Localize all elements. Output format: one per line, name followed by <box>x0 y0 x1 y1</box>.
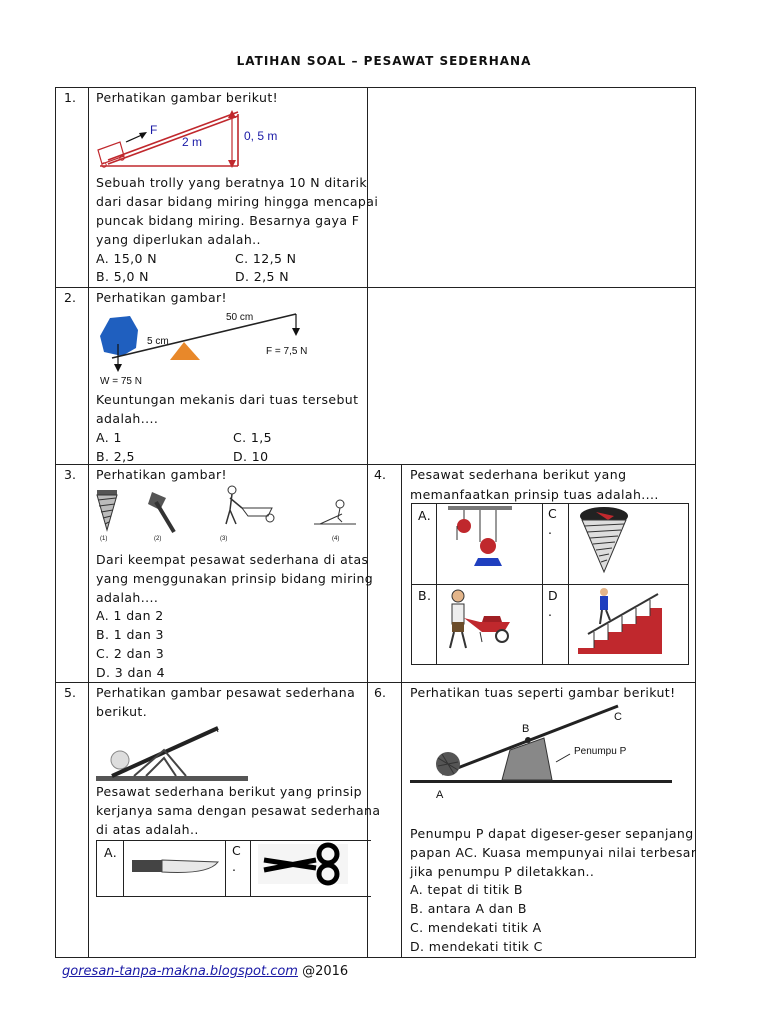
force-label: F = 7,5 N <box>266 346 308 357</box>
question-text-line: Perhatikan gambar pesawat sederhana <box>96 685 356 700</box>
axe-icon <box>148 492 174 532</box>
question-prompt: Perhatikan gambar berikut! <box>96 90 279 105</box>
pivot-label: Penumpu P <box>574 746 627 757</box>
figure-label: (3) <box>220 536 228 542</box>
question-text-line: puncak bidang miring. Besarnya gaya F <box>96 213 360 228</box>
option-c-label[interactable]: C <box>232 843 242 858</box>
question-prompt: Perhatikan gambar! <box>96 290 227 305</box>
option-b[interactable]: B. 1 dan 3 <box>96 627 164 642</box>
screw-icon <box>97 490 117 530</box>
question-text-line: yang diperlukan adalah.. <box>96 232 261 247</box>
question-text-line: Penumpu P dapat digeser-geser sepanjang <box>410 826 694 841</box>
short-arm-label: 5 cm <box>147 336 169 347</box>
question-number: 6. <box>374 685 386 700</box>
fulcrum-icon <box>170 342 200 360</box>
question-text-line: berikut. <box>96 704 148 719</box>
force-label: F <box>150 123 158 137</box>
footer <box>62 964 348 979</box>
option-c[interactable]: C. 2 dan 3 <box>96 646 165 661</box>
question-text-line: di atas adalah.. <box>96 822 199 837</box>
question-prompt: Perhatikan gambar! <box>96 467 227 482</box>
option-d[interactable]: D. 3 dan 4 <box>96 665 165 680</box>
option-a-label[interactable]: A. <box>104 845 118 860</box>
option-d-label[interactable]: D <box>548 588 559 603</box>
knife-icon <box>128 850 222 886</box>
lever-figure <box>408 702 692 802</box>
screw-icon <box>574 506 634 578</box>
scissors-icon <box>256 842 350 886</box>
question-prompt: Perhatikan tuas seperti gambar berikut! <box>410 685 676 700</box>
option-a-label[interactable]: A. <box>418 508 432 523</box>
point-b-label: B <box>522 723 530 735</box>
question-text-line: dari dasar bidang miring hingga mencapai <box>96 194 379 209</box>
lever-figure <box>92 306 332 392</box>
question-text-line: Sebuah trolly yang beratnya 10 N ditarik <box>96 175 367 190</box>
rock-icon <box>100 316 138 356</box>
option-c-label[interactable]: C <box>548 506 558 521</box>
question-number: 3. <box>64 467 76 482</box>
option-c[interactable]: C. 12,5 N <box>235 251 297 266</box>
option-c[interactable]: C. mendekati titik A <box>410 920 542 935</box>
length-label: 2 m <box>182 135 203 149</box>
option-d[interactable]: D. mendekati titik C <box>410 939 543 954</box>
option-b-label[interactable]: B. <box>418 588 432 603</box>
option-a[interactable]: A. 1 dan 2 <box>96 608 164 623</box>
question-number: 4. <box>374 467 386 482</box>
inclined-plane-figure <box>92 108 292 172</box>
question-text-line: adalah.... <box>96 411 159 426</box>
figure-label: (1) <box>100 536 108 542</box>
wheelbarrow-person-icon <box>226 486 274 524</box>
option-d[interactable]: D. 2,5 N <box>235 269 289 284</box>
page-title: LATIHAN SOAL – PESAWAT SEDERHANA <box>236 54 532 68</box>
option-b[interactable]: B. 5,0 N <box>96 269 149 284</box>
option-d[interactable]: D. 10 <box>233 449 269 464</box>
option-c-label-dot: . <box>548 522 553 537</box>
ramp-icon <box>314 500 356 524</box>
seesaw-figure <box>94 718 274 784</box>
option-d-label-dot: . <box>548 604 553 619</box>
question-number: 1. <box>64 90 76 105</box>
wheelbarrow-icon <box>440 588 538 660</box>
figure-label: (4) <box>332 536 340 542</box>
question-text-line: Pesawat sederhana berikut yang <box>410 467 627 482</box>
point-c-label: C <box>614 711 622 723</box>
option-a[interactable]: A. 15,0 N <box>96 251 158 266</box>
stairs-icon <box>574 586 684 660</box>
option-a[interactable]: A. 1 <box>96 430 122 445</box>
question-number: 5. <box>64 685 76 700</box>
footer-year: @2016 <box>297 964 349 979</box>
option-c-label-dot: . <box>232 859 237 874</box>
question-text-line: kerjanya sama dengan pesawat sederhana <box>96 803 381 818</box>
option-b[interactable]: B. antara A dan B <box>410 901 527 916</box>
question-text-line: Pesawat sederhana berikut yang prinsip <box>96 784 362 799</box>
simple-machines-figure <box>92 484 360 542</box>
question-text-line: Keuntungan mekanis dari tuas tersebut <box>96 392 359 407</box>
question-text-line: Dari keempat pesawat sederhana di atas <box>96 552 369 567</box>
figure-label: (2) <box>154 536 162 542</box>
height-label: 0, 5 m <box>244 129 278 143</box>
option-c[interactable]: C. 1,5 <box>233 430 272 445</box>
point-a-label: A <box>436 789 444 801</box>
option-a[interactable]: A. tepat di titik B <box>410 882 523 897</box>
option-b[interactable]: B. 2,5 <box>96 449 135 464</box>
weight-label: W = 75 N <box>100 376 142 387</box>
question-text-line: memanfaatkan prinsip tuas adalah.... <box>410 487 659 502</box>
question-text-line: yang menggunakan prinsip bidang miring <box>96 571 374 586</box>
pulley-icon <box>440 506 538 578</box>
question-text-line: papan AC. Kuasa mempunyai nilai terbesar <box>410 845 697 860</box>
question-text-line: adalah.... <box>96 590 159 605</box>
long-arm-label: 50 cm <box>226 312 254 323</box>
question-number: 2. <box>64 290 76 305</box>
blog-link[interactable]: goresan-tanpa-makna.blogspot.com <box>62 964 298 979</box>
question-text-line: jika penumpu P diletakkan.. <box>410 864 595 879</box>
